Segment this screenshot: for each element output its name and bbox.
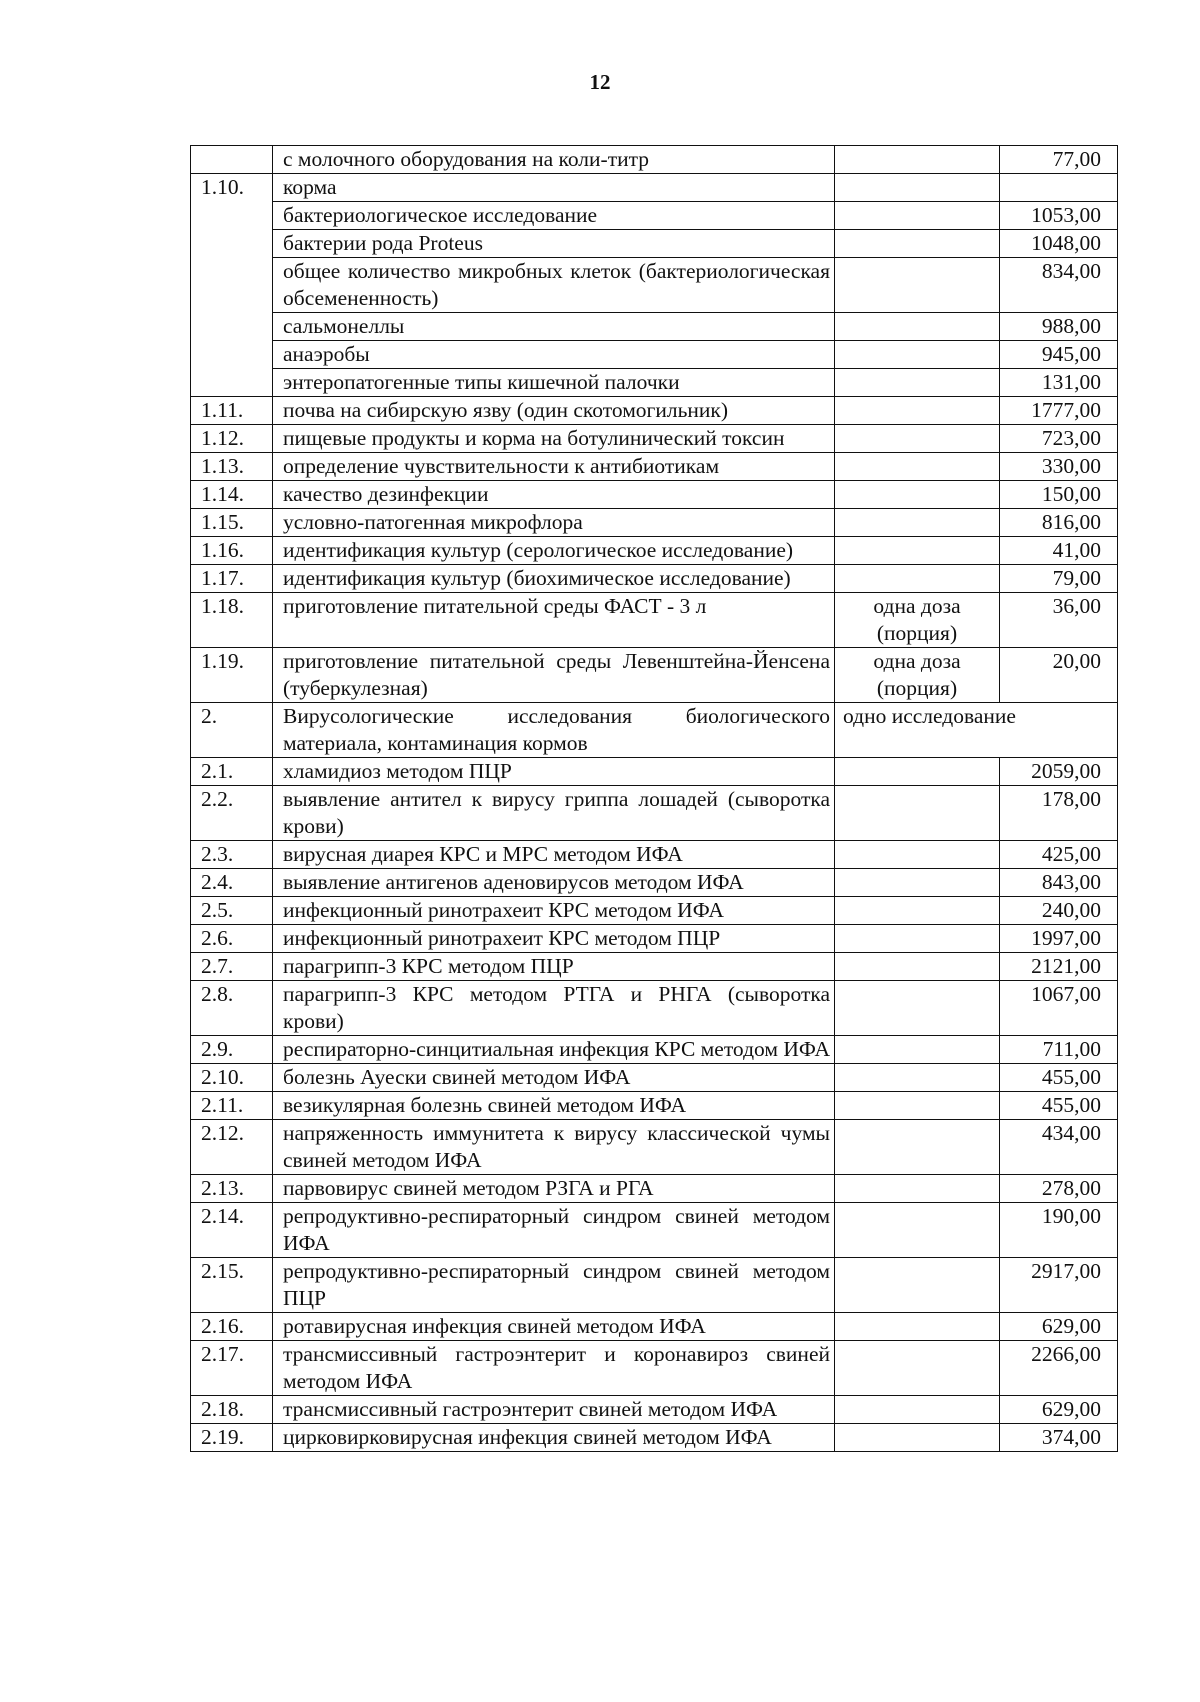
row-number-cell: 2.15. <box>191 1258 273 1313</box>
row-unit-cell <box>835 146 1000 174</box>
row-price-cell: 1067,00 <box>1000 981 1118 1036</box>
table-row <box>191 481 1118 509</box>
table-row <box>191 869 1118 897</box>
table-row <box>191 703 1118 758</box>
row-number-cell: 2.17. <box>191 1341 273 1396</box>
row-description-cell: болезнь Ауески свиней методом ИФА <box>273 1064 835 1092</box>
table-row <box>191 537 1118 565</box>
table-row <box>191 1396 1118 1424</box>
row-price-cell: 629,00 <box>1000 1396 1118 1424</box>
table-row <box>191 786 1118 841</box>
row-number-cell: 2. <box>191 703 273 758</box>
table-row <box>191 1175 1118 1203</box>
row-price-cell: 2917,00 <box>1000 1258 1118 1313</box>
table-row <box>191 425 1118 453</box>
row-description-cell: сальмонеллы <box>273 313 835 341</box>
table-row <box>191 202 1118 230</box>
row-price-cell: 2266,00 <box>1000 1341 1118 1396</box>
row-price-cell: 945,00 <box>1000 341 1118 369</box>
row-unit-cell <box>835 202 1000 230</box>
row-unit-cell <box>835 841 1000 869</box>
row-unit-cell <box>835 758 1000 786</box>
table-row <box>191 1120 1118 1175</box>
table-row <box>191 1203 1118 1258</box>
row-description-cell: анаэробы <box>273 341 835 369</box>
row-number-cell: 1.13. <box>191 453 273 481</box>
row-description-cell: энтеропатогенные типы кишечной палочки <box>273 369 835 397</box>
row-unit-cell <box>835 313 1000 341</box>
table-row <box>191 1036 1118 1064</box>
table-row <box>191 1092 1118 1120</box>
table-row <box>191 313 1118 341</box>
row-number-cell: 1.14. <box>191 481 273 509</box>
table-row <box>191 509 1118 537</box>
row-unit-cell <box>835 1341 1000 1396</box>
row-description-cell: парагрипп-3 КРС методом РТГА и РНГА (сыворотка крови) <box>273 981 835 1036</box>
row-description-cell: идентификация культур (серологическое исследование) <box>273 537 835 565</box>
table-row <box>191 230 1118 258</box>
row-price-cell: 79,00 <box>1000 565 1118 593</box>
table-row <box>191 369 1118 397</box>
row-number-cell <box>191 146 273 174</box>
row-number-cell: 2.2. <box>191 786 273 841</box>
row-number-cell: 2.1. <box>191 758 273 786</box>
row-unit-cell <box>835 1036 1000 1064</box>
row-description-cell: ротавирусная инфекция свиней методом ИФА <box>273 1313 835 1341</box>
row-description-cell: с молочного оборудования на коли-титр <box>273 146 835 174</box>
row-number-cell: 2.13. <box>191 1175 273 1203</box>
table-row <box>191 593 1118 648</box>
row-number-cell: 2.4. <box>191 869 273 897</box>
row-unit-cell <box>835 1313 1000 1341</box>
row-number-cell: 2.19. <box>191 1424 273 1452</box>
row-description-cell: приготовление питательной среды Левенштейна-Йенсена (туберкулезная) <box>273 648 835 703</box>
row-description-cell: выявление антител к вирусу гриппа лошадей (сыворотка крови) <box>273 786 835 841</box>
table-row <box>191 1313 1118 1341</box>
row-price-cell: 278,00 <box>1000 1175 1118 1203</box>
row-unit-cell <box>835 425 1000 453</box>
row-unit-cell <box>835 1424 1000 1452</box>
row-description-cell: напряженность иммунитета к вирусу классической чумы свиней методом ИФА <box>273 1120 835 1175</box>
row-unit-cell <box>835 453 1000 481</box>
row-description-cell: определение чувствительности к антибиотикам <box>273 453 835 481</box>
table-row <box>191 981 1118 1036</box>
row-description-cell: везикулярная болезнь свиней методом ИФА <box>273 1092 835 1120</box>
row-description-cell: парагрипп-3 КРС методом ПЦР <box>273 953 835 981</box>
row-unit-cell <box>835 565 1000 593</box>
row-description-cell: инфекционный ринотрахеит КРС методом ПЦР <box>273 925 835 953</box>
table-row <box>191 648 1118 703</box>
row-price-cell: 240,00 <box>1000 897 1118 925</box>
row-description-cell: почва на сибирскую язву (один скотомогильник) <box>273 397 835 425</box>
row-description-cell: трансмиссивный гастроэнтерит свиней методом ИФА <box>273 1396 835 1424</box>
row-description-cell: Вирусологические исследования биологического материала, контаминация кормов <box>273 703 835 758</box>
row-unit-cell <box>835 981 1000 1036</box>
page-number: 12 <box>589 70 611 94</box>
row-price-cell: 190,00 <box>1000 1203 1118 1258</box>
row-number-cell: 1.18. <box>191 593 273 648</box>
row-description-cell: бактерии рода Proteus <box>273 230 835 258</box>
row-description-cell: репродуктивно-респираторный синдром свиней методом ИФА <box>273 1203 835 1258</box>
table-row <box>191 953 1118 981</box>
row-number-cell: 1.19. <box>191 648 273 703</box>
row-description-cell: пищевые продукты и корма на ботулинический токсин <box>273 425 835 453</box>
table-row <box>191 1341 1118 1396</box>
row-unit-cell <box>835 1120 1000 1175</box>
row-description-cell: цирковирковирусная инфекция свиней методом ИФА <box>273 1424 835 1452</box>
row-description-cell: общее количество микробных клеток (бактериологическая обсемененность) <box>273 258 835 313</box>
row-number-cell: 1.11. <box>191 397 273 425</box>
row-price-cell: 816,00 <box>1000 509 1118 537</box>
table-row <box>191 897 1118 925</box>
row-number-cell: 2.14. <box>191 1203 273 1258</box>
row-price-cell: 20,00 <box>1000 648 1118 703</box>
row-unit-cell <box>835 397 1000 425</box>
row-description-cell: хламидиоз методом ПЦР <box>273 758 835 786</box>
row-description-cell: условно-патогенная микрофлора <box>273 509 835 537</box>
row-price-cell <box>1000 174 1118 202</box>
row-number-cell: 2.8. <box>191 981 273 1036</box>
row-price-cell: 1053,00 <box>1000 202 1118 230</box>
table-row <box>191 174 1118 202</box>
row-description-cell: репродуктивно-респираторный синдром свиней методом ПЦР <box>273 1258 835 1313</box>
row-price-cell: 178,00 <box>1000 786 1118 841</box>
row-price-cell: 723,00 <box>1000 425 1118 453</box>
row-unit-cell <box>835 869 1000 897</box>
row-price-cell: 711,00 <box>1000 1036 1118 1064</box>
row-price-cell: 1777,00 <box>1000 397 1118 425</box>
row-unit-cell <box>835 1396 1000 1424</box>
table-row <box>191 1258 1118 1313</box>
row-description-cell: выявление антигенов аденовирусов методом ИФА <box>273 869 835 897</box>
row-description-cell: бактериологическое исследование <box>273 202 835 230</box>
table-row <box>191 341 1118 369</box>
row-unit-cell: одна доза (порция) <box>835 593 1000 648</box>
row-number-cell: 2.5. <box>191 897 273 925</box>
table-row <box>191 397 1118 425</box>
row-price-cell: 988,00 <box>1000 313 1118 341</box>
row-price-cell: 36,00 <box>1000 593 1118 648</box>
row-number-cell: 2.7. <box>191 953 273 981</box>
row-unit-cell <box>835 897 1000 925</box>
row-number-cell: 2.18. <box>191 1396 273 1424</box>
table-row <box>191 565 1118 593</box>
row-price-cell: 843,00 <box>1000 869 1118 897</box>
row-description-cell: инфекционный ринотрахеит КРС методом ИФА <box>273 897 835 925</box>
row-unit-cell <box>835 369 1000 397</box>
row-number-cell: 2.3. <box>191 841 273 869</box>
row-number-cell: 1.17. <box>191 565 273 593</box>
row-number-cell: 2.12. <box>191 1120 273 1175</box>
table-row <box>191 1064 1118 1092</box>
price-table <box>190 145 1118 1452</box>
row-price-cell: 2059,00 <box>1000 758 1118 786</box>
row-unit-cell: одна доза (порция) <box>835 648 1000 703</box>
row-unit-cell <box>835 230 1000 258</box>
row-unit-cell <box>835 1203 1000 1258</box>
row-unit-cell <box>835 341 1000 369</box>
row-unit-cell <box>835 1175 1000 1203</box>
row-description-cell: парвовирус свиней методом РЗГА и РГА <box>273 1175 835 1203</box>
table-row <box>191 841 1118 869</box>
row-price-cell: 425,00 <box>1000 841 1118 869</box>
row-price-cell: 434,00 <box>1000 1120 1118 1175</box>
row-price-cell: 2121,00 <box>1000 953 1118 981</box>
row-description-cell: приготовление питательной среды ФАСТ - 3 л <box>273 593 835 648</box>
row-unit-cell <box>835 1258 1000 1313</box>
table-row <box>191 453 1118 481</box>
table-row <box>191 258 1118 313</box>
table-row <box>191 146 1118 174</box>
row-unit-cell <box>835 258 1000 313</box>
row-number-cell: 1.12. <box>191 425 273 453</box>
table-row <box>191 925 1118 953</box>
row-unit-cell <box>835 925 1000 953</box>
row-number-cell: 1.16. <box>191 537 273 565</box>
row-description-cell: качество дезинфекции <box>273 481 835 509</box>
row-number-cell: 1.15. <box>191 509 273 537</box>
row-number-cell: 2.6. <box>191 925 273 953</box>
row-price-cell: 150,00 <box>1000 481 1118 509</box>
row-unit-cell <box>835 953 1000 981</box>
row-description-cell: трансмиссивный гастроэнтерит и коронавироз свиней методом ИФА <box>273 1341 835 1396</box>
price-table-body <box>191 146 1118 1452</box>
row-unit-cell <box>835 174 1000 202</box>
row-description-cell: идентификация культур (биохимическое исследование) <box>273 565 835 593</box>
row-price-cell: 1997,00 <box>1000 925 1118 953</box>
row-unit-cell <box>835 509 1000 537</box>
row-description-cell: респираторно-синцитиальная инфекция КРС методом ИФА <box>273 1036 835 1064</box>
row-number-cell: 2.11. <box>191 1092 273 1120</box>
row-number-cell: 1.10. <box>191 174 273 397</box>
row-price-cell: 455,00 <box>1000 1092 1118 1120</box>
row-description-cell: вирусная диарея КРС и МРС методом ИФА <box>273 841 835 869</box>
row-unit-cell <box>835 1092 1000 1120</box>
table-row <box>191 1424 1118 1452</box>
row-unit-cell <box>835 537 1000 565</box>
row-price-cell: 330,00 <box>1000 453 1118 481</box>
row-price-cell: 131,00 <box>1000 369 1118 397</box>
row-price-cell: 629,00 <box>1000 1313 1118 1341</box>
row-number-cell: 2.10. <box>191 1064 273 1092</box>
row-price-cell: 41,00 <box>1000 537 1118 565</box>
table-row <box>191 758 1118 786</box>
row-price-cell: 834,00 <box>1000 258 1118 313</box>
row-unit-cell <box>835 1064 1000 1092</box>
row-unit-cell: одно исследование <box>835 703 1118 758</box>
row-description-cell: корма <box>273 174 835 202</box>
row-price-cell: 374,00 <box>1000 1424 1118 1452</box>
row-number-cell: 2.16. <box>191 1313 273 1341</box>
row-number-cell: 2.9. <box>191 1036 273 1064</box>
row-unit-cell <box>835 481 1000 509</box>
row-price-cell: 1048,00 <box>1000 230 1118 258</box>
row-unit-cell <box>835 786 1000 841</box>
row-price-cell: 455,00 <box>1000 1064 1118 1092</box>
row-price-cell: 77,00 <box>1000 146 1118 174</box>
